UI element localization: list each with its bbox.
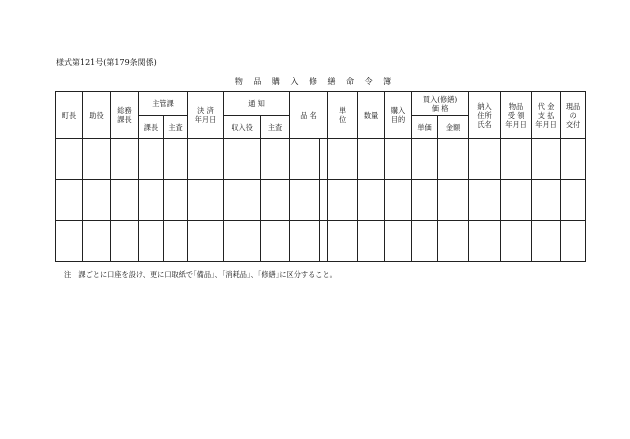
entry-cell[interactable] — [83, 221, 111, 262]
entry-cell[interactable] — [111, 221, 139, 262]
entry-cell[interactable] — [83, 180, 111, 221]
entry-cell[interactable] — [164, 221, 188, 262]
entry-cell[interactable] — [438, 221, 469, 262]
header-kainyu-kakaku: 買入(修繕) 価 格 — [412, 92, 469, 116]
entry-cell[interactable] — [188, 221, 224, 262]
entry-cell[interactable] — [139, 221, 164, 262]
entry-cell[interactable] — [501, 139, 532, 180]
entry-cell[interactable] — [501, 180, 532, 221]
entry-cell[interactable] — [56, 139, 83, 180]
entry-cell[interactable] — [532, 139, 561, 180]
entry-cell[interactable] — [561, 180, 586, 221]
entry-cell[interactable] — [320, 221, 328, 262]
entry-cell[interactable] — [290, 221, 320, 262]
entry-cell[interactable] — [224, 180, 261, 221]
entry-cell[interactable] — [385, 180, 412, 221]
table-row — [56, 139, 586, 180]
entry-cell[interactable] — [328, 221, 358, 262]
header-tsuchi-shusa: 主査 — [261, 116, 290, 139]
entry-cell[interactable] — [358, 221, 385, 262]
header-kessai-date: 決 済 年月日 — [188, 92, 224, 139]
header-shusa: 主査 — [164, 116, 188, 139]
entry-cell[interactable] — [188, 180, 224, 221]
entry-cell[interactable] — [438, 139, 469, 180]
entry-cell[interactable] — [469, 139, 501, 180]
header-tani: 単 位 — [328, 92, 358, 139]
entry-cell[interactable] — [469, 180, 501, 221]
entry-cell[interactable] — [438, 180, 469, 221]
entry-cell[interactable] — [532, 180, 561, 221]
entry-cell[interactable] — [111, 180, 139, 221]
header-chocho: 町長 — [56, 92, 83, 139]
entry-cell[interactable] — [56, 180, 83, 221]
entry-cell[interactable] — [261, 180, 290, 221]
purchase-repair-order-table — [55, 91, 586, 262]
header-shunyu-yaku: 収入役 — [224, 116, 261, 139]
entry-cell[interactable] — [224, 221, 261, 262]
entry-cell[interactable] — [261, 221, 290, 262]
header-nonyu-name: 納入 住所 氏名 — [469, 92, 501, 139]
header-tanka: 単価 — [412, 116, 438, 139]
entry-cell[interactable] — [139, 139, 164, 180]
header-daikin-shiharai: 代 金 支 払 年月日 — [532, 92, 561, 139]
entry-cell[interactable] — [358, 180, 385, 221]
entry-cell[interactable] — [532, 221, 561, 262]
entry-cell[interactable] — [412, 221, 438, 262]
header-joyaku: 助役 — [83, 92, 111, 139]
entry-cell[interactable] — [56, 221, 83, 262]
footnote: 注 課ごとに口座を設け、更に口取紙で｢備品｣、｢消耗品｣、｢修繕｣に区分すること。 — [64, 270, 337, 279]
header-row-top — [56, 92, 586, 116]
entry-cell[interactable] — [290, 180, 320, 221]
header-shukan-ka: 主管課 — [139, 92, 188, 116]
entry-cell[interactable] — [328, 180, 358, 221]
header-hinmei: 品 名 — [290, 92, 328, 139]
ledger-title: 物 品 購 入 修 繕 命 令 簿 — [234, 77, 396, 86]
form-number: 様式第121号(第179条関係) — [56, 58, 157, 67]
entry-cell[interactable] — [224, 139, 261, 180]
header-kacho: 課長 — [139, 116, 164, 139]
entry-cell[interactable] — [164, 180, 188, 221]
table-row — [56, 221, 586, 262]
entry-cell[interactable] — [412, 180, 438, 221]
entry-cell[interactable] — [111, 139, 139, 180]
entry-cell[interactable] — [561, 221, 586, 262]
header-somu-kacho: 総務 課長 — [111, 92, 139, 139]
entry-cell[interactable] — [83, 139, 111, 180]
entry-cell[interactable] — [188, 139, 224, 180]
entry-cell[interactable] — [561, 139, 586, 180]
header-suryo: 数量 — [358, 92, 385, 139]
entry-cell[interactable] — [358, 139, 385, 180]
header-kingaku: 金額 — [438, 116, 469, 139]
table-row — [56, 180, 586, 221]
entry-cell[interactable] — [501, 221, 532, 262]
header-konyu-mokuteki: 購入 目的 — [385, 92, 412, 139]
header-genpin-kofu: 現品 の 交付 — [561, 92, 586, 139]
entry-cell[interactable] — [139, 180, 164, 221]
entry-cell[interactable] — [469, 221, 501, 262]
entry-cell[interactable] — [412, 139, 438, 180]
entry-cell[interactable] — [320, 139, 328, 180]
header-tsuchi: 通 知 — [224, 92, 290, 116]
entry-cell[interactable] — [164, 139, 188, 180]
entry-cell[interactable] — [320, 180, 328, 221]
entry-cell[interactable] — [385, 139, 412, 180]
entry-cell[interactable] — [385, 221, 412, 262]
entry-cell[interactable] — [290, 139, 320, 180]
header-buppin-juryo: 物品 受 領 年月日 — [501, 92, 532, 139]
entry-cell[interactable] — [261, 139, 290, 180]
entry-cell[interactable] — [328, 139, 358, 180]
